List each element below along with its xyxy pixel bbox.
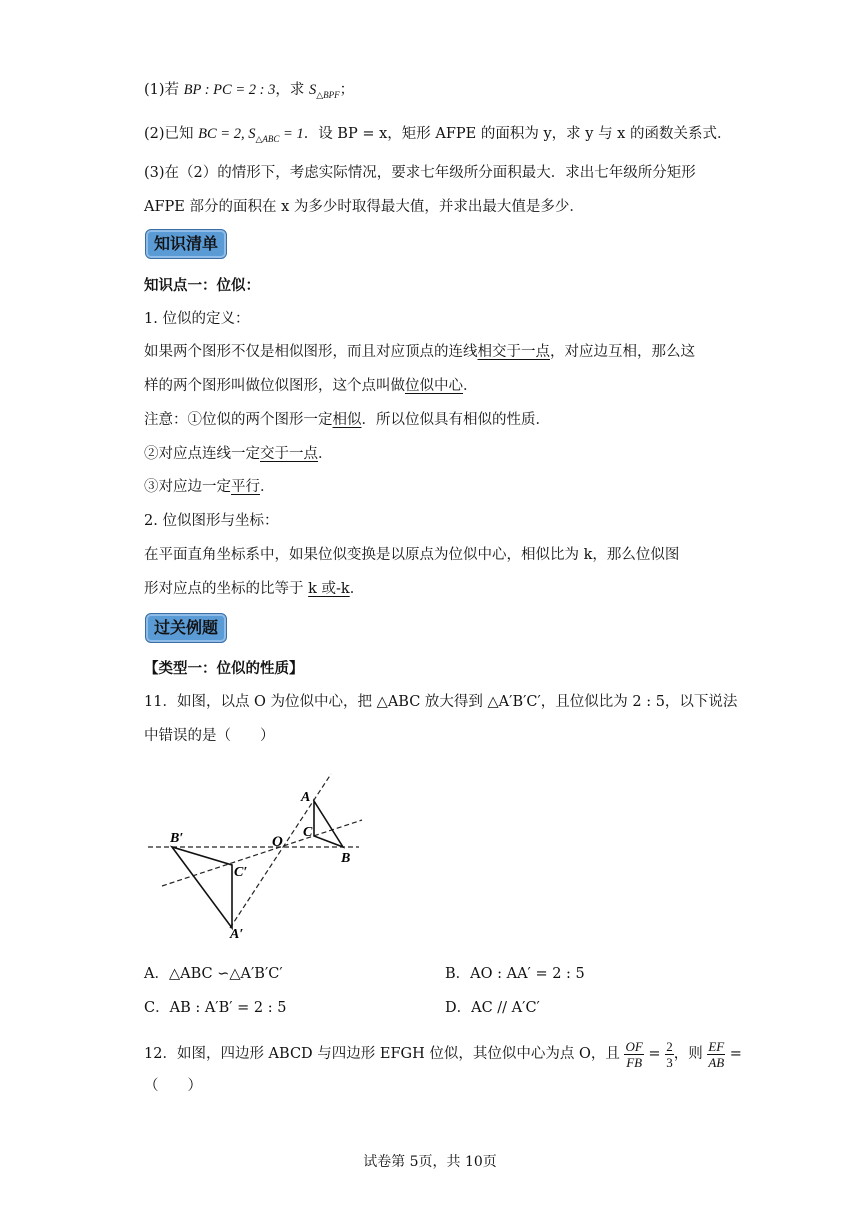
underlined-term: 相交于一点 [477,344,550,360]
text: ． [318,446,333,462]
text: ，对应边互相，那么这 [550,344,695,360]
question-part-3-line2: AFPE 部分的面积在 x 为多少时取得最大值，并求出最大值是多少． [144,199,584,215]
text: ，求 [275,82,309,98]
denominator: 3 [666,1054,673,1070]
question-part-3-line1: (3)在（2）的情形下，考虑实际情况，要求七年级所分面积最大．求出七年级所分矩形 [144,165,696,181]
option-A[interactable]: A．△ABC ∽△A′B′C′ [144,966,283,982]
question-part-2 [144,124,731,149]
note-2 [144,444,333,464]
option-C[interactable]: C．AB : A′B′ = 2 : 5 [144,1000,287,1016]
text: 注意：①位似的两个图形一定 [144,412,333,428]
text: ，则 [673,1046,708,1062]
fraction-2-3 [665,1039,674,1070]
question-part-1 [144,80,354,105]
dashed-line-AA [230,774,331,928]
text: ． [260,479,275,495]
definition-title: 1. 位似的定义： [144,311,250,327]
text: ②对应点连线一定 [144,446,260,462]
denominator: FB [626,1054,643,1070]
text: (1)若 [144,82,184,98]
condition: BC = 2, S [198,126,256,142]
question-11-line1: 11．如图，以点 O 为位似中心，把 △ABC 放大得到 △A′B′C′，且位似比为 2 : 5，以下说法 [144,694,738,710]
triangle-ABC [314,801,343,847]
question-11-line2: 中错误的是（ ） [144,728,275,744]
coordinate-line-2 [144,579,364,599]
fraction-EF-AB [707,1039,725,1070]
section-tag-knowledge: 知识清单 [145,229,227,259]
area-subscript: △BPF [316,89,340,100]
text: ； [339,82,355,98]
knowledge-point-title: 知识点一：位似： [144,277,260,294]
definition-line-1 [144,342,695,362]
label-C: C [303,825,313,840]
underlined-term: 交于一点 [260,446,318,462]
area-subscript: △ABC [255,133,280,144]
triangle-A'B'C' [172,847,232,928]
note-3 [144,477,275,497]
area-symbol: S [308,82,317,98]
label-B-prime: B′ [170,831,184,846]
option-B[interactable]: B．AO : AA′ = 2 : 5 [445,966,585,982]
option-D[interactable]: D．AC // A′C′ [445,1000,540,1016]
label-B: B [341,851,351,866]
type-title: 【类型一：位似的性质】 [144,660,304,677]
underlined-term: 相似 [332,412,362,428]
question-12-line2: （ ） [144,1078,202,1094]
text: ． [349,581,365,597]
text: 如果两个图形不仅是相似图形，而且对应顶点的连线 [144,344,478,360]
underlined-term: 平行 [231,479,260,495]
text: ③对应边一定 [144,479,231,495]
underlined-term: 位似中心 [405,378,463,394]
section-tag-examples: 过关例题 [145,613,227,643]
text: ． [463,378,478,394]
text: (2)已知 [144,126,199,142]
text: = [725,1046,742,1062]
note-1 [144,410,550,430]
coordinate-line-1: 在平面直角坐标系中，如果位似变换是以原点为位似中心，相似比为 k，那么位似图 [144,547,680,563]
denominator: AB [708,1054,725,1070]
text: ．设 BP = x，矩形 AFPE 的面积为 y，求 y 与 x 的函数关系式． [303,126,732,142]
numerator: OF [625,1038,643,1054]
text: 12．如图，四边形 ABCD 与四边形 EFGH 位似，其位似中心为点 O，且 [144,1046,625,1062]
label-A-prime: A′ [230,927,244,942]
ratio: BP : PC = 2 : 3 [183,82,276,98]
numerator: EF [708,1038,725,1054]
label-O: O [272,834,283,850]
label-C-prime: C′ [234,865,248,880]
numerator: 2 [666,1038,673,1054]
fraction-OF-FB [624,1039,643,1070]
homothety-figure [144,768,384,943]
coordinate-title: 2. 位似图形与坐标： [144,513,279,529]
text: 形对应点的坐标的比等于 [144,581,309,597]
question-12-line1 [144,1034,742,1074]
definition-line-2 [144,376,478,396]
text: 样的两个图形叫做位似图形，这个点叫做 [144,378,405,394]
page-footer: 试卷第 5页，共 10页 [363,1154,497,1170]
text: = [643,1046,666,1062]
label-A: A [301,790,311,805]
condition: = 1 [279,126,304,142]
underlined-term: k 或-k [308,581,350,597]
text: ．所以位似具有相似的性质． [361,412,550,428]
